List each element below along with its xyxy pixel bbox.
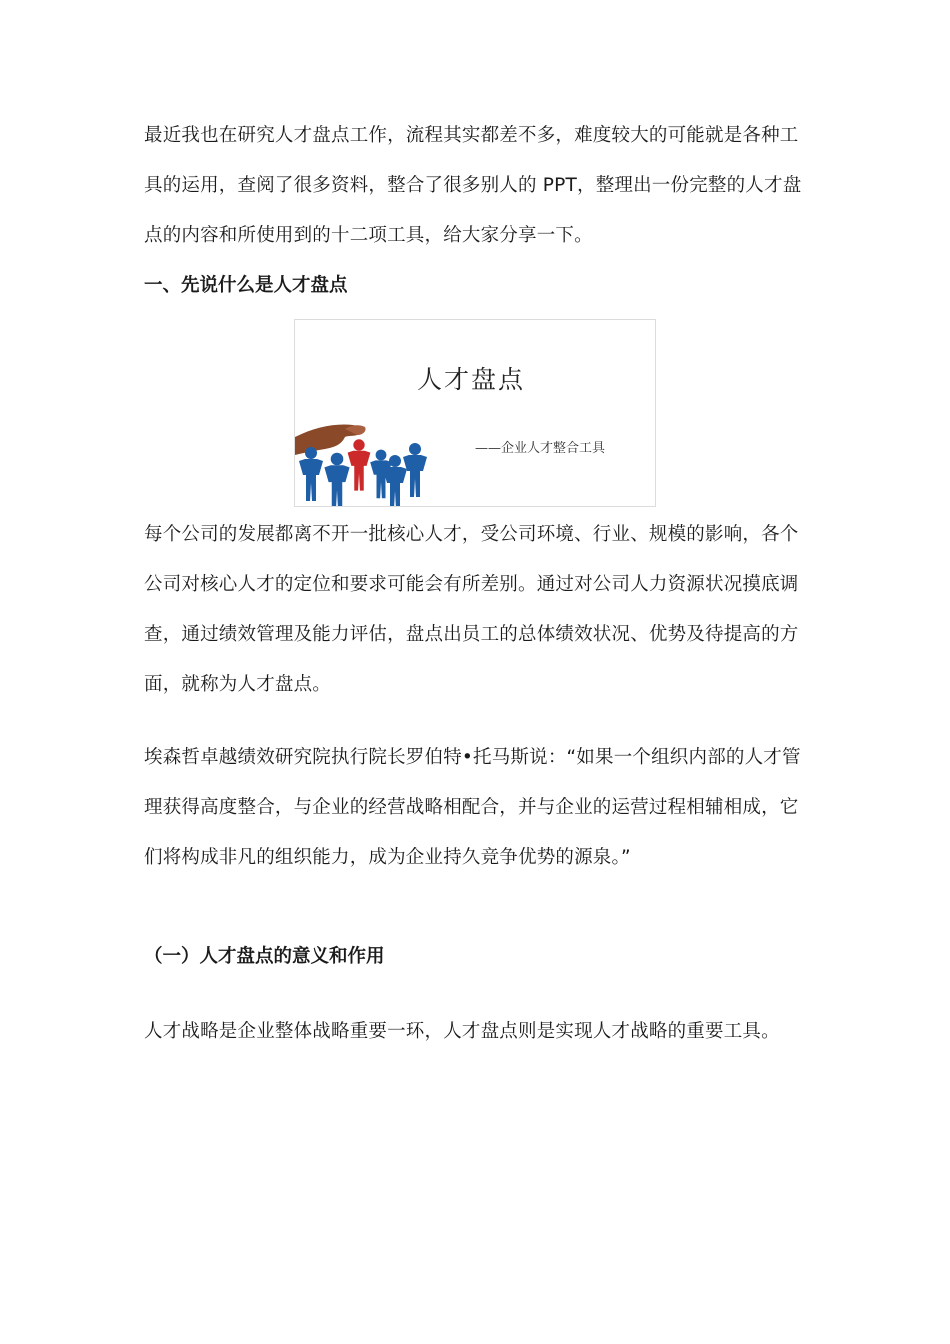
strategy-paragraph: 人才战略是企业整体战略重要一环，人才盘点则是实现人才战略的重要工具。: [144, 1021, 780, 1042]
person-figure: [299, 447, 323, 501]
intro-paragraph: 最近我也在研究人才盘点工作，流程其实都差不多，难度较大的可能就是各种工具的运用，查阅了很多资料，整合了很多别人的 PPT，整理出一份完整的人才盘点的内容和所使用到的十二项工具，给大家分享一下。: [144, 125, 802, 246]
section-heading: 一、先说什么是人才盘点: [144, 275, 348, 296]
talent-review-figure: [294, 319, 656, 507]
definition-paragraph: 每个公司的发展都离不开一批核心人才，受公司环境、行业、规模的影响，各个公司对核心人才的定位和要求可能会有所差别。通过对公司人力资源状况摸底调查，通过绩效管理及能力评估，盘点出员工的总体绩效状况、优势及待提高的方面，就称为人才盘点。: [144, 524, 799, 695]
person-figure: [348, 439, 371, 490]
person-figure: [324, 453, 349, 507]
subsection-heading: （一）人才盘点的意义和作用: [144, 946, 385, 967]
people-illustration: [295, 415, 445, 507]
figure-subtitle: ——企业人才整合工具: [475, 441, 606, 456]
quote-paragraph: 埃森哲卓越绩效研究院执行院长罗伯特•托马斯说：“如果一个组织内部的人才管理获得高度整合，与企业的经营战略相配合，并与企业的运营过程相辅相成，它们将构成非凡的组织能力，成为企业持久竞争优势的源泉。”: [144, 747, 801, 868]
figure-title: 人才盘点: [417, 365, 526, 394]
